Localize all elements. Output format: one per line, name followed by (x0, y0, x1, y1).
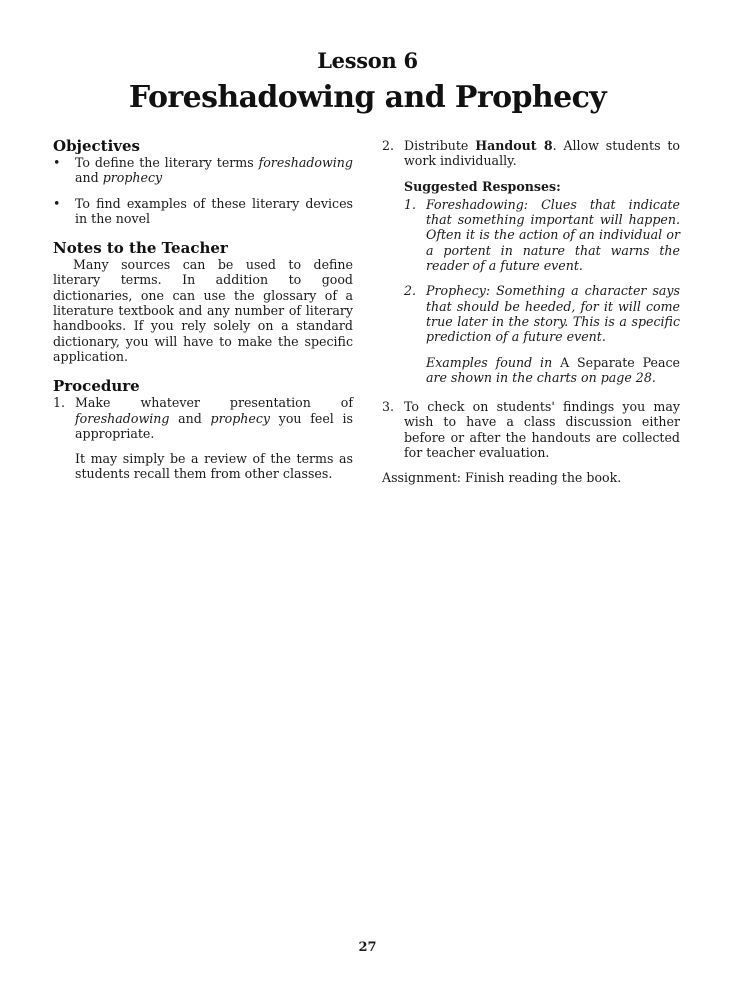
bullet-icon: • (53, 155, 61, 170)
book-title: A Separate Peace (560, 354, 680, 370)
response-item (404, 283, 680, 344)
step-number: 1. (53, 395, 66, 411)
step-text: Make whatever presentation of (75, 395, 353, 411)
step-1-followup: It may simply be a review of the terms as students recall them from other classes. (75, 451, 353, 482)
notes-heading: Notes to the Teacher (53, 239, 228, 258)
procedure-step-3 (382, 399, 680, 460)
objective-text: To define the literary terms (75, 155, 259, 170)
procedure-step-2 (382, 138, 680, 169)
suggested-responses-heading: Suggested Responses: (404, 178, 561, 194)
objectives-heading: Objectives (53, 137, 140, 155)
handout-reference: Handout 8 (475, 138, 553, 153)
term-foreshadowing: foreshadowing (258, 155, 353, 170)
suggested-responses (404, 197, 680, 385)
step-text: To check on students' findings you may wish to have a class discussion either before or after the handouts are collected for teacher evaluation. (404, 399, 680, 461)
left-column (53, 138, 353, 482)
objective-item (53, 155, 353, 186)
notes-text: Many sources can be used to define literary terms. In addition to good dictionaries, one can use the glossary of a literature textbook and any number of literary handbooks. If you rely solely on a standard dictionary, you will have to make the specific application. (53, 257, 353, 364)
step-number: 2. (382, 138, 395, 153)
notes-section (53, 240, 353, 364)
objective-text: and (75, 170, 103, 186)
response-number: 2. (404, 283, 417, 299)
examples-text: are shown in the charts on page 28. (426, 369, 656, 385)
objectives-section (53, 138, 353, 226)
step-text: Distribute (404, 138, 476, 153)
right-column (382, 138, 680, 486)
term-prophecy: prophecy (210, 410, 270, 426)
procedure-section (53, 378, 353, 481)
procedure-heading: Procedure (53, 377, 140, 396)
response-item (404, 197, 680, 273)
response-text: Prophecy: Something a character says that should be heeded, for it will come true later in the story. This is a specific prediction of a future event. (426, 283, 680, 345)
page-number: 27 (358, 940, 377, 955)
objective-item (53, 196, 353, 227)
step-text: and (169, 410, 211, 426)
term-foreshadowing: foreshadowing (75, 410, 170, 426)
assignment: Assignment: Finish reading the book. (382, 470, 622, 486)
lesson-number: Lesson 6 (317, 48, 418, 73)
step-number: 3. (382, 399, 395, 415)
bullet-icon: • (53, 195, 61, 211)
response-text: Foreshadowing: Clues that indicate that something important will happen. Often it is the action of an individual or a portent in nature that warns the reader of a future event. (426, 196, 680, 274)
page-title: Foreshadowing and Prophecy (128, 80, 607, 115)
response-number: 1. (404, 196, 417, 212)
examples-note (426, 355, 680, 386)
procedure-step-1 (53, 395, 353, 441)
step-text: you feel is appropriate. (75, 410, 354, 441)
examples-text: Examples found in (426, 354, 561, 370)
step-text: . Allow students to work individually. (404, 138, 681, 169)
objective-text: To find examples of these literary devices in the novel (75, 195, 353, 226)
term-prophecy: prophecy (102, 170, 163, 186)
